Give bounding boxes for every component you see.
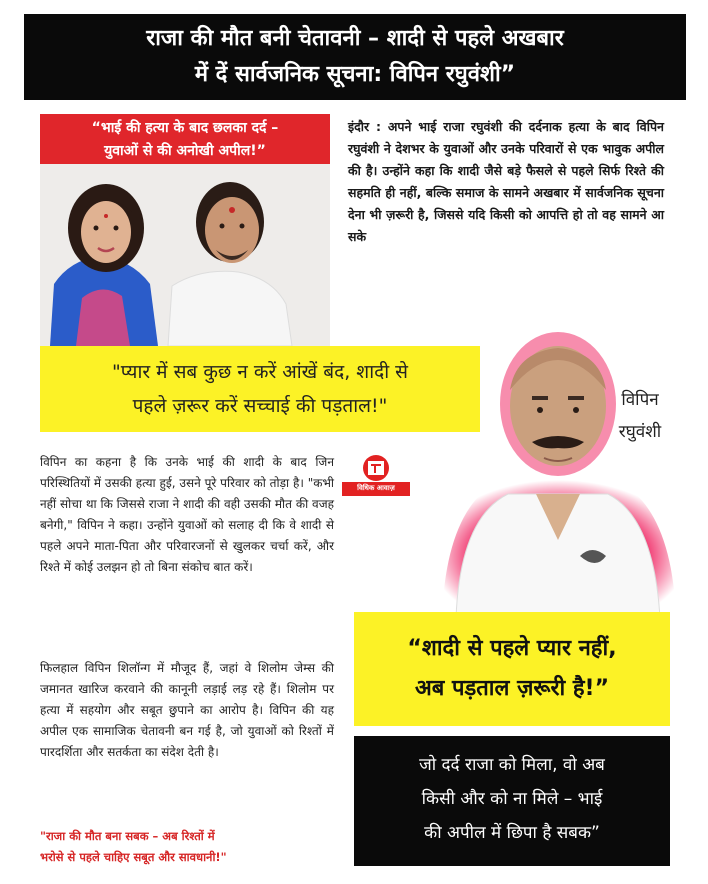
red-quote-line-2: भरोसे से पहले चाहिए सबूत और सावधानी!" (40, 850, 227, 864)
red-quote-line-1: "राजा की मौत बना सबक – अब रिश्तों में (40, 829, 215, 843)
yellow-quote-line-2: पहले ज़रूर करें सच्चाई की पड़ताल!" (132, 395, 388, 417)
name-line-2: रघुवंशी (618, 422, 662, 442)
red-closing-quote (40, 826, 334, 868)
red-banner-line-1: “भाई की हत्या के बाद छलका दर्द – (91, 120, 279, 136)
intro-paragraph: इंदौर : अपने भाई राजा रघुवंशी की दर्दनाक हत्या के बाद विपिन रघुवंशी ने देशभर के युवाओं और उनके परिवारों से एक भावुक अपील की है। उन्होंने कहा कि शादी जैसे बड़े फैसले से पहले सिर्फ रिश्ते की सहमति ही नहीं, बल्कि समाज के सामने अखबार में सार्वजनिक सूचना देना भी ज़रूरी है, जिससे यदि किसी को आपत्ति हो तो वह सामने आ सके (348, 119, 664, 244)
vipin-illustration (440, 318, 676, 618)
headline-line-1: राजा की मौत बनी चेतावनी – शादी से पहले अखबार (146, 26, 564, 51)
portrait-name-label (590, 384, 690, 448)
yellow-quote-line-1: "प्यार में सब कुछ न करें आंखें बंद, शादी से (111, 361, 409, 383)
headline-banner (24, 14, 686, 100)
logo-name: विधिक आवाज़ (357, 484, 395, 492)
vipin-portrait (440, 318, 676, 618)
yellow-callout-box (354, 612, 670, 726)
black-box-line-3: की अपील में छिपा है सबक” (424, 823, 600, 843)
couple-photo (40, 164, 330, 346)
headline-line-2: में दें सार्वजनिक सूचना: विपिन रघुवंशी” (194, 62, 516, 87)
red-banner-line-2: युवाओं से की अनोखी अपील!” (104, 143, 266, 159)
couple-illustration (40, 164, 330, 346)
body-paragraph-1: विपिन का कहना है कि उनके भाई की शादी के बाद जिन परिस्थितियों में उसकी हत्या हुई, उसने पूरे परिवार को तोड़ा है। "कभी नहीं सोचा था कि जिससे राजा ने शादी की वही उसकी मौत की वजह बनेगी," विपिन ने कहा। उन्होंने युवाओं को सलाह दी कि वे शादी से पहले अपने माता-पिता और परिवारजनों से खुलकर चर्चा करें, और रिश्ते में कोई उलझन हो तो बिना संकोच बात करें। (40, 455, 334, 574)
body-paragraph-2: फिलहाल विपिन शिलॉन्ग में मौजूद हैं, जहां वे शिलोम जेम्स की जमानत खारिज करवाने की कानूनी लड़ाई लड़ रहे हैं। शिलोम पर हत्या में सहयोग और सबूत छुपाने का आरोप है। विपिन की यह अपील एक सामाजिक चेतावनी बन गई है, जो युवाओं को रिश्तों में पारदर्शिता और सतर्कता का संदेश देती है। (40, 661, 334, 759)
red-subheadline-banner (40, 114, 330, 164)
black-box-line-2: किसी और को ना मिले – भाई (421, 789, 603, 809)
yellow-quote-banner (40, 346, 480, 432)
black-box-line-1: जो दर्द राजा को मिला, वो अब (419, 755, 605, 775)
black-message-box (354, 736, 670, 866)
callout-line-2: अब पड़ताल ज़रूरी है!” (414, 676, 610, 701)
callout-line-1: “शादी से पहले प्यार नहीं, (407, 636, 617, 661)
name-line-1: विपिन (621, 390, 659, 410)
